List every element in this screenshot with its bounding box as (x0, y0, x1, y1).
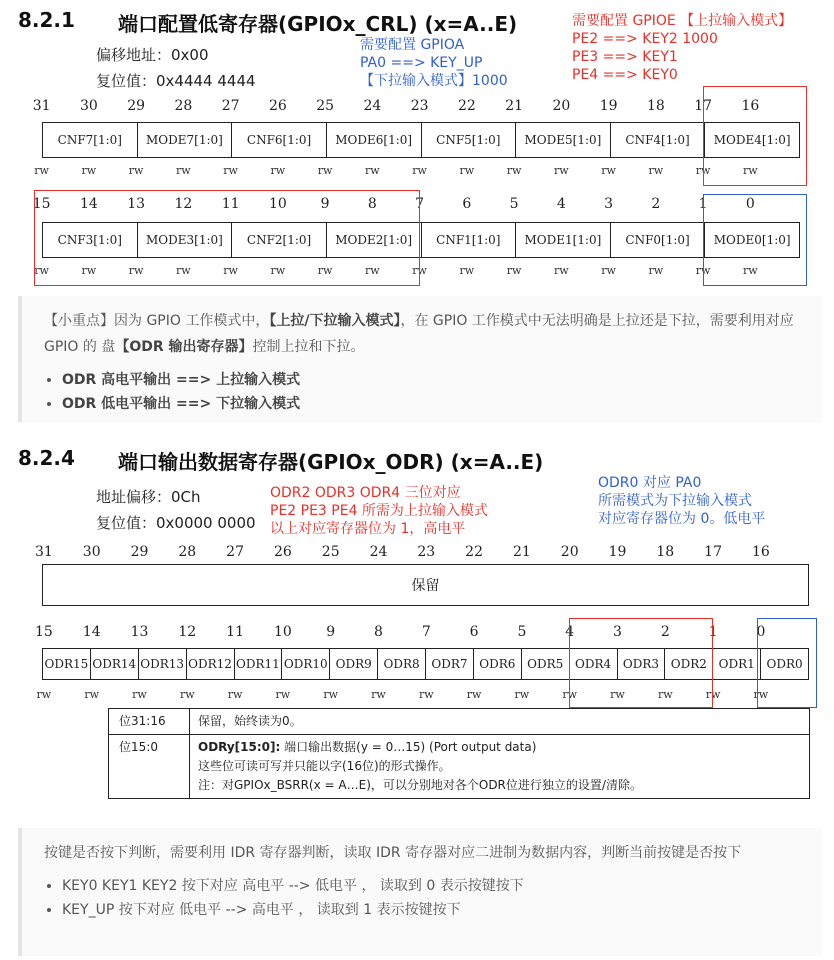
access-rw: rw (34, 164, 49, 177)
access-rw: rw (371, 688, 386, 701)
register-field: MODE1[1:0] (516, 223, 611, 257)
section-title: 端口输出数据寄存器(GPIOx_ODR) (x=A..E) (118, 450, 544, 474)
note-key-detect (18, 828, 822, 956)
bit-number: 5 (517, 624, 527, 640)
bit-number: 5 (509, 196, 519, 212)
access-rw: rw (365, 164, 380, 177)
bit-number: 24 (369, 544, 388, 560)
bit-number: 9 (320, 196, 330, 212)
bit-number: 4 (565, 624, 575, 640)
register-field: MODE0[1:0] (713, 233, 791, 247)
bit-number: 8 (367, 196, 377, 212)
bit-number: 7 (421, 624, 431, 640)
register-fields-high (42, 122, 800, 158)
bit-description-table (108, 708, 810, 799)
access-rw: rw (365, 264, 380, 277)
bit-number: 13 (130, 624, 149, 640)
register-field: ODR5 (522, 649, 570, 679)
highlight-mode4 (703, 86, 807, 186)
bit-number: 16 (741, 98, 760, 114)
bit-number: 18 (656, 544, 675, 560)
register-field: CNF7[1:0] (43, 123, 138, 157)
bit-number: 23 (417, 544, 436, 560)
access-rw: rw (317, 164, 333, 177)
highlight-mode0 (703, 194, 807, 286)
access-rw: rw (176, 264, 191, 277)
gpioe-note: 需要配置 GPIOE 【上拉输入模式】 PE2 ==> KEY2 1000 PE3 ==> KEY1 PE4 ==> KEY0 (572, 13, 793, 83)
register-field: ODR13 (139, 649, 187, 679)
access-rw: rw (506, 264, 522, 277)
reset-label: 复位值：0x0000 0000 (96, 514, 256, 532)
odr-red-note: ODR2 ODR3 ODR4 三位对应 PE2 PE3 PE4 所需为上拉输入模式 以上对应寄存器位为 1，高电平 (270, 485, 488, 537)
access-rw: rw (601, 264, 616, 277)
gpioa-note: 需要配置 GPIOA PA0 ==> KEY_UP 【下拉输入模式】1000 (360, 37, 508, 89)
access-rw: rw (128, 164, 144, 177)
register-field: ODR7 (426, 649, 474, 679)
highlight-odr0 (757, 618, 817, 708)
access-rw: rw (323, 688, 339, 701)
access-rw: rw (705, 688, 721, 701)
reserved-field: 保留 (42, 564, 809, 606)
table-row: 位31:16 保留，始终读为0。 (109, 709, 809, 735)
bit-number: 19 (599, 98, 618, 114)
section-number: 8.2.1 (18, 8, 75, 32)
access-rw: rw (179, 688, 195, 701)
odr-blue-note: ODR0 对应 PA0 所需模式为下拉输入模式 对应寄存器位为 0。低电平 (598, 475, 766, 527)
access-rw: rw (128, 264, 144, 277)
register-field: ODR8 (378, 649, 426, 679)
register-field: CNF5[1:0] (422, 123, 517, 157)
access-rw: rw (695, 164, 711, 177)
bit-number: 23 (410, 98, 429, 114)
register-field: ODR10 (282, 649, 330, 679)
access-rw: rw (506, 164, 522, 177)
bit-number: 8 (374, 624, 383, 640)
bit-number: 14 (82, 624, 101, 640)
access-rw: rw (317, 264, 333, 277)
bit-number: 3 (604, 196, 614, 212)
access-rw: rw (81, 264, 97, 277)
access-rw: rw (81, 164, 97, 177)
access-rw: rw (36, 688, 52, 701)
bit-number: 1 (698, 196, 708, 212)
bit-number: 1 (708, 624, 718, 640)
bit-number: 17 (704, 544, 722, 560)
bit-number: 20 (560, 544, 579, 560)
bit-number: 15 (34, 624, 53, 640)
bit-number: 30 (82, 544, 101, 560)
list-item: • KEY0 KEY1 KEY2 按下对应 高电平 --> 低电平 ， 读取到 0 表示按键按下 (62, 874, 822, 898)
bit-number: 22 (457, 98, 476, 114)
register-field: MODE4[1:0] (713, 133, 791, 147)
list-item: • KEY_UP 按下对应 低电平 --> 高电平 ， 读取到 1 表示按键按下 (62, 898, 822, 922)
bit-number: 13 (127, 196, 146, 212)
register-field: CNF1[1:0] (422, 223, 517, 257)
bit-number: 12 (174, 196, 193, 212)
register-field: CNF4[1:0] (611, 123, 706, 157)
bit-number: 31 (32, 98, 51, 114)
access-rw: rw (554, 164, 569, 177)
highlight-odr2-4 (569, 618, 713, 708)
access-rw: rw (648, 164, 664, 177)
register-field: ODR2 (665, 649, 713, 679)
bit-number: 20 (552, 98, 571, 114)
access-rw: rw (412, 264, 427, 277)
access-rw: rw (34, 264, 49, 277)
register-field: CNF0[1:0] (611, 223, 706, 257)
access-rw: rw (459, 164, 475, 177)
access-rw: rw (753, 688, 769, 701)
section-number: 8.2.4 (18, 446, 75, 470)
access-rw: rw (412, 164, 427, 177)
bit-number: 26 (268, 98, 287, 114)
register-field: CNF3[1:0] (43, 223, 138, 257)
bit-number: 12 (178, 624, 197, 640)
list-item: • ODR 低电平输出 ==> 下拉输入模式 (62, 392, 822, 416)
access-rw: rw (176, 164, 191, 177)
access-rw: rw (270, 164, 286, 177)
note-text: 【小重点】因为 GPIO 工作模式中，【上拉/下拉输入模式】，在 GPIO 工作模式中无法明确是上拉还是下拉，需要利用对应 GPIO 的 盘【ODR 输出寄存器】控制上拉和下拉。 (44, 313, 794, 355)
bit-number: 25 (321, 544, 340, 560)
bit-number: 27 (226, 544, 244, 560)
access-rw: rw (657, 688, 673, 701)
access-rw: rw (695, 264, 711, 277)
note-odr-pull (18, 296, 822, 422)
bit-number: 18 (646, 98, 665, 114)
access-rw: rw (132, 688, 147, 701)
register-field: CNF2[1:0] (232, 223, 327, 257)
bit-number: 7 (415, 196, 425, 212)
bit-number: 9 (326, 624, 336, 640)
access-rw: rw (223, 164, 238, 177)
access-rw: rw (554, 264, 569, 277)
register-field: CNF6[1:0] (232, 123, 327, 157)
access-rw: rw (514, 688, 530, 701)
access-rw: rw (466, 688, 482, 701)
bit-number: 16 (751, 544, 770, 560)
bit-number: 22 (465, 544, 483, 560)
bit-number: 19 (608, 544, 627, 560)
section-title: 端口配置低寄存器(GPIOx_CRL) (x=A..E) (118, 12, 518, 36)
register-field: ODR9 (330, 649, 378, 679)
access-rw: rw (227, 688, 243, 701)
bit-number: 28 (178, 544, 197, 560)
bit-number: 11 (226, 624, 244, 640)
bit-number: 30 (79, 98, 98, 114)
bit-number: 26 (273, 544, 292, 560)
access-rw: rw (601, 164, 616, 177)
bit-number: 2 (660, 624, 670, 640)
note-text: 按键是否按下判断，需要利用 IDR 寄存器判断，读取 IDR 寄存器对应二进制为数据内容，判断当前按键是否按下 (44, 845, 742, 861)
reset-label: 复位值：0x4444 4444 (96, 72, 256, 90)
bit-number: 2 (651, 196, 661, 212)
register-field: ODR3 (618, 649, 666, 679)
bit-number: 24 (363, 98, 382, 114)
bit-number: 14 (79, 196, 98, 212)
bit-number: 0 (745, 196, 755, 212)
access-rw: rw (84, 688, 100, 701)
register-field: MODE3[1:0] (138, 223, 233, 257)
register-field: MODE5[1:0] (516, 123, 611, 157)
register-field: ODR15 (43, 649, 91, 679)
access-rw: rw (270, 264, 286, 277)
bit-number: 10 (268, 196, 287, 212)
bit-number: 6 (462, 196, 472, 212)
access-rw: rw (562, 688, 578, 701)
bit-number: 25 (316, 98, 335, 114)
bit-number: 27 (221, 98, 240, 114)
list-item: • ODR 高电平输出 ==> 上拉输入模式 (62, 368, 822, 392)
bit-number: 3 (613, 624, 622, 640)
register-field: MODE7[1:0] (138, 123, 233, 157)
register-field: ODR12 (187, 649, 235, 679)
access-rw: rw (610, 688, 625, 701)
highlight-cnf3-mode2 (34, 190, 420, 286)
bit-number: 31 (34, 544, 53, 560)
register-field: ODR14 (91, 649, 139, 679)
offset-label: 偏移地址：0x00 (96, 46, 209, 64)
bit-number: 21 (505, 98, 524, 114)
bit-number: 11 (221, 196, 240, 212)
register-field: ODR1 (713, 649, 761, 679)
access-rw: rw (743, 264, 758, 277)
bit-number: 6 (469, 624, 479, 640)
access-rw: rw (223, 264, 238, 277)
table-row: 位15:0 ODRy[15:0]: 端口输出数据(y = 0…15) (Port output data) 这些位可读可写并只能以字(16位)的形式操作。 注：对GPIOx_BSRR(x = A…E)，可以分别地对各个ODR位进行独立的设置/清除。 (109, 735, 809, 798)
register-field: MODE2[1:0] (327, 223, 422, 257)
bit-number: 29 (130, 544, 149, 560)
bit-number: 4 (556, 196, 566, 212)
offset-label: 地址偏移：0Ch (96, 488, 201, 506)
bit-number: 0 (756, 624, 766, 640)
bit-number: 28 (174, 98, 193, 114)
register-field: MODE6[1:0] (327, 123, 422, 157)
access-rw: rw (418, 688, 434, 701)
access-rw: rw (648, 264, 664, 277)
register-field: ODR6 (474, 649, 522, 679)
access-rw: rw (275, 688, 291, 701)
access-rw: rw (743, 164, 758, 177)
access-rw: rw (459, 264, 475, 277)
register-field: ODR4 (570, 649, 618, 679)
bit-number: 10 (273, 624, 292, 640)
bit-number: 15 (32, 196, 51, 212)
register-field: ODR11 (235, 649, 283, 679)
register-field: ODR0 (766, 657, 803, 671)
bit-number: 17 (694, 98, 713, 114)
bit-number: 29 (127, 98, 146, 114)
bit-number: 21 (512, 544, 531, 560)
